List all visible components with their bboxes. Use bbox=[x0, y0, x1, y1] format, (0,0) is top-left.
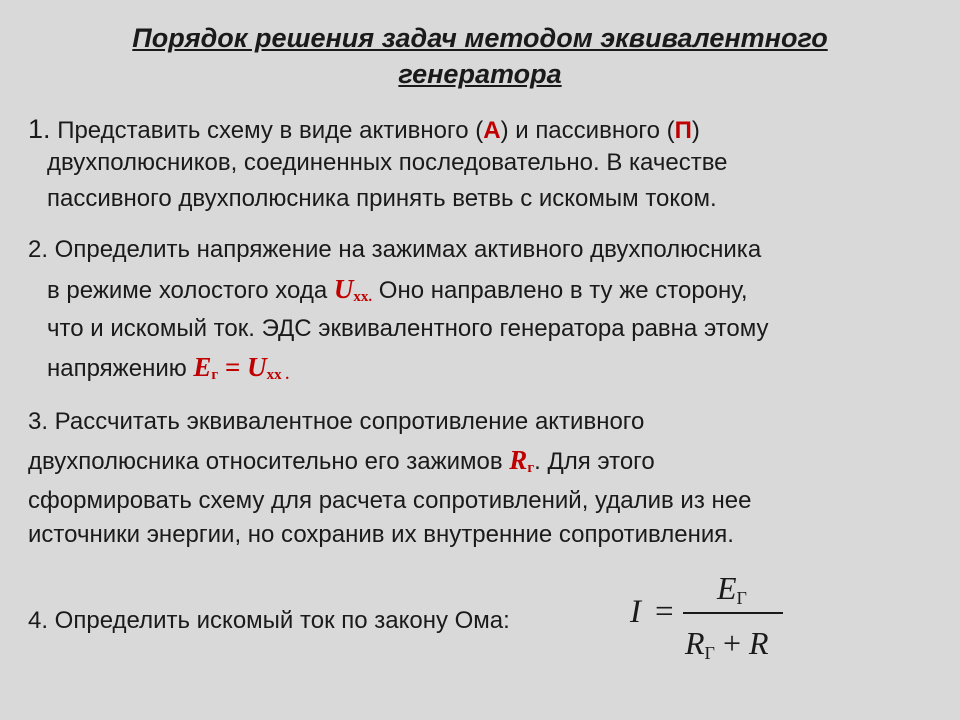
formula-equals: = bbox=[655, 594, 674, 630]
step2-line3: что и искомый ток. ЭДС эквивалентного генератора равна этому bbox=[47, 315, 769, 342]
step1-number: 1. bbox=[28, 114, 51, 144]
symbol-U-2-subscript: хх . bbox=[266, 367, 290, 383]
formula-plus: + bbox=[714, 625, 749, 661]
formula-R-g: R bbox=[685, 625, 705, 661]
title-line-1: Порядок решения задач методом эквивалентного bbox=[132, 23, 828, 53]
symbol-U-subscript: хх. bbox=[353, 289, 373, 305]
step1-line3: пассивного двухполюсника принять ветвь с искомым током. bbox=[47, 185, 717, 212]
step3-line4: источники энергии, но сохранив их внутренние сопротивления. bbox=[28, 521, 734, 548]
symbol-R: R bbox=[509, 445, 528, 475]
step2-text-a: в режиме холостого хода bbox=[47, 277, 334, 304]
formula-current-I: I bbox=[630, 594, 641, 630]
step3-line2 bbox=[28, 445, 655, 480]
step1-text-a: Представить схему в виде активного ( bbox=[50, 117, 484, 144]
step4-line1: 4. Определить искомый ток по закону Ома: bbox=[28, 607, 510, 634]
symbol-U: U bbox=[333, 274, 354, 304]
step1-text-c: ) и пассивного ( bbox=[500, 117, 675, 144]
step2-line1: 2. Определить напряжение на зажимах активного двухполюсника bbox=[28, 236, 762, 263]
formula-R-g-subscript: Г bbox=[704, 643, 715, 663]
fraction-bar bbox=[683, 612, 783, 614]
step3-line1: 3. Рассчитать эквивалентное сопротивление активного bbox=[28, 408, 645, 435]
step3-text-b: . Для этого bbox=[534, 448, 655, 475]
slide-title bbox=[40, 20, 920, 92]
step2-line4 bbox=[47, 352, 289, 387]
step3-line3: сформировать схему для расчета сопротивлений, удалив из нее bbox=[28, 487, 752, 514]
passive-label-P: П bbox=[674, 117, 692, 144]
step1-text-d: ) bbox=[691, 117, 700, 144]
symbol-U-2: U bbox=[247, 352, 267, 382]
formula-E: E bbox=[717, 570, 737, 606]
step2-text-c: напряжению bbox=[47, 355, 194, 382]
formula-R: R bbox=[749, 625, 769, 661]
equals-sign: = bbox=[218, 352, 248, 382]
step3-text-a: двухполюсника относительно его зажимов bbox=[28, 448, 510, 475]
step2-text-b: Оно направлено в ту же сторону, bbox=[372, 277, 748, 304]
step2-line2 bbox=[47, 274, 748, 309]
title-line-2: генератора bbox=[398, 59, 562, 89]
formula-E-subscript: Г bbox=[736, 588, 747, 608]
symbol-E-subscript: г bbox=[211, 367, 219, 383]
formula-numerator bbox=[717, 570, 747, 607]
symbol-R-subscript: г bbox=[527, 460, 535, 476]
ohm-law-formula bbox=[625, 570, 805, 670]
step1-line1 bbox=[28, 114, 700, 146]
formula-denominator bbox=[685, 625, 769, 662]
step1-line2: двухполюсников, соединенных последовательно. В качестве bbox=[47, 149, 728, 176]
symbol-E: E bbox=[193, 352, 212, 382]
active-label-A: А bbox=[483, 117, 501, 144]
